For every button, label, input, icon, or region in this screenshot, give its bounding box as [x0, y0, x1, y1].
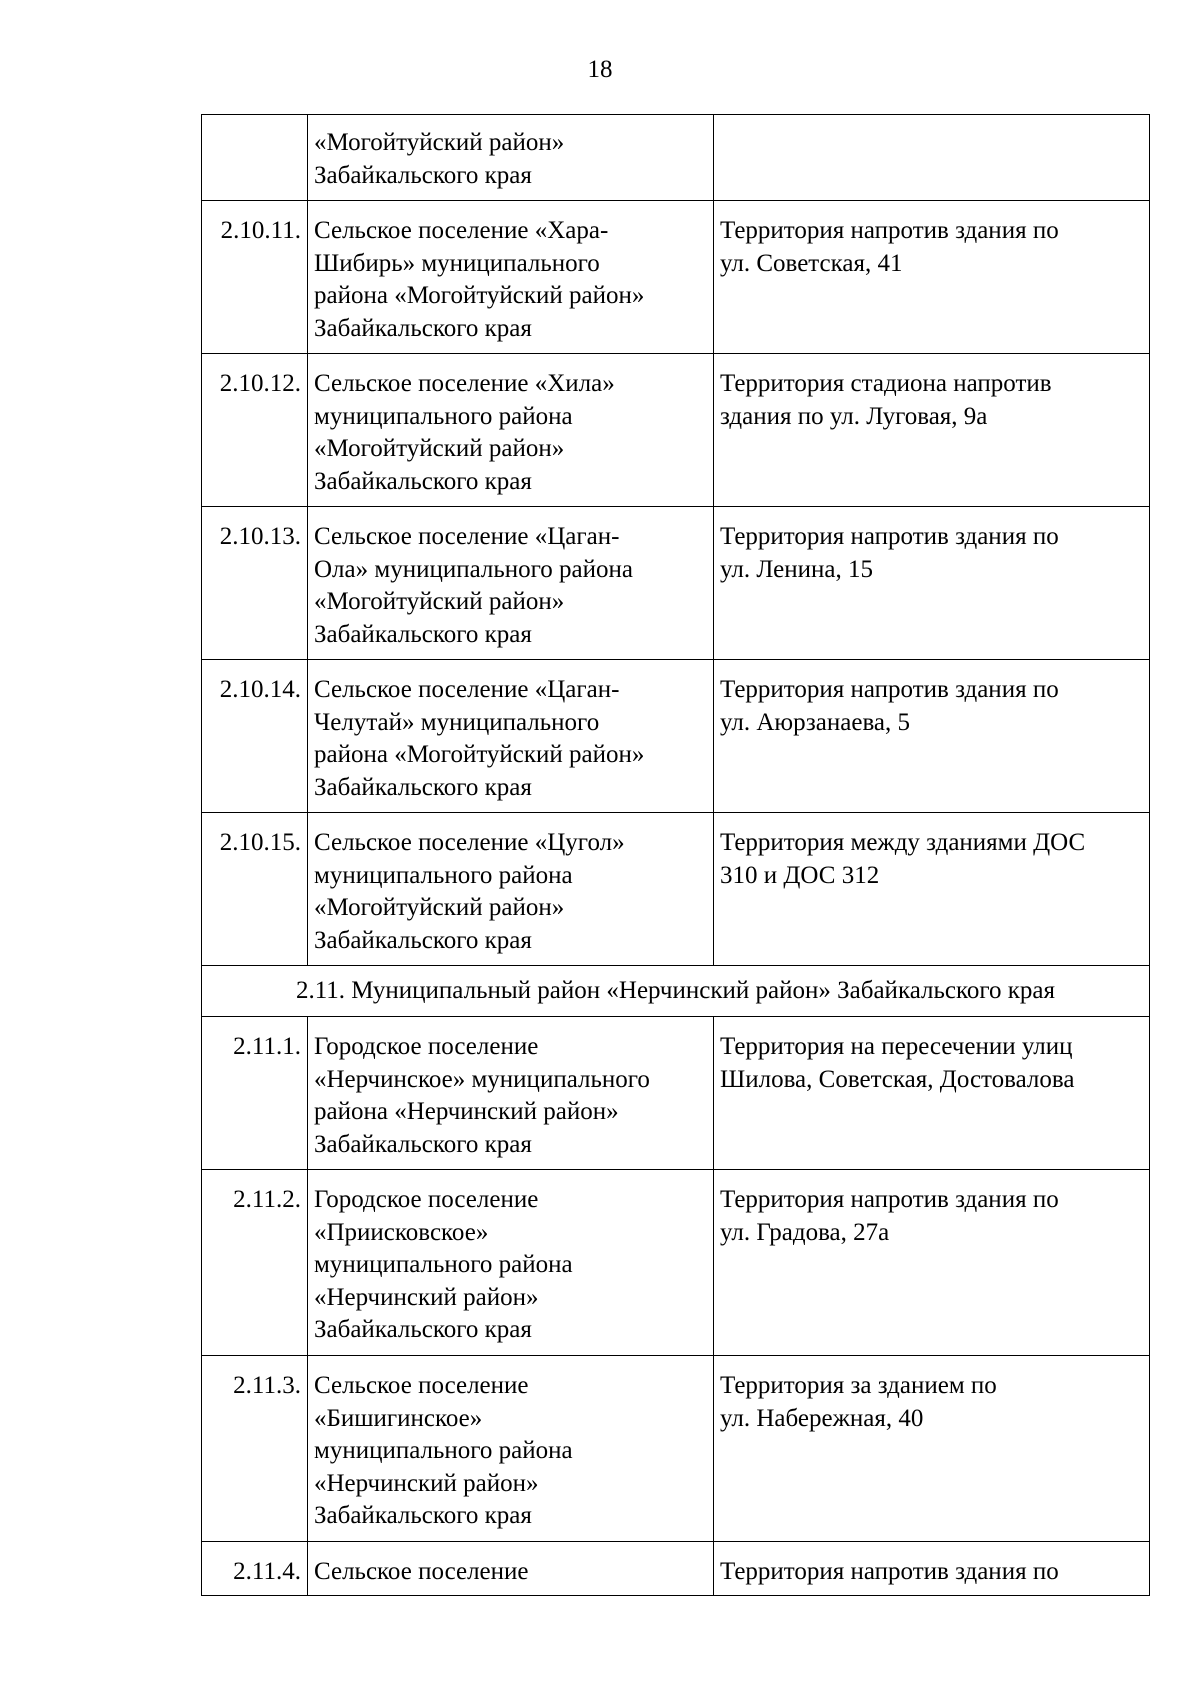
- location-line: ул. Набережная, 40: [720, 1404, 924, 1432]
- settlement-name-line: Сельское поселение «Цаган-: [314, 523, 620, 550]
- location-cell: [714, 354, 1150, 507]
- settlement-name-line: района «Могойтуйский район»: [314, 282, 645, 309]
- page-number: 18: [587, 56, 613, 83]
- settlement-name-cell: [308, 1356, 714, 1542]
- settlement-name-cell: [308, 354, 714, 507]
- settlements-table: [201, 114, 1150, 1596]
- table-row: [202, 115, 1150, 201]
- location-line: Территория между зданиями ДОС: [720, 829, 1086, 856]
- location-line: Территория стадиона напротив: [720, 370, 1052, 397]
- settlement-name-line: «Могойтуйский район»: [314, 588, 565, 615]
- settlement-name-line: Городское поселение: [314, 1186, 539, 1213]
- settlement-name-line: Сельское поселение «Цаган-: [314, 676, 620, 703]
- location-cell: [714, 115, 1150, 201]
- settlement-name-line: Шибирь» муниципального: [314, 249, 600, 277]
- location-line: ул. Советская, 41: [720, 249, 903, 277]
- location-cell: [714, 507, 1150, 660]
- settlement-name-cell: [308, 507, 714, 660]
- location-line: Территория на пересечении улиц: [720, 1033, 1073, 1060]
- location-cell: [714, 1017, 1150, 1170]
- table-row: [202, 354, 1150, 507]
- settlement-name-line: муниципального района: [314, 402, 573, 430]
- settlement-name-line: «Могойтуйский район»: [314, 129, 565, 156]
- settlement-name-line: Сельское поселение: [314, 1558, 529, 1585]
- row-number-cell: 2.10.14.: [202, 660, 308, 813]
- settlement-name-line: «Нерчинский район»: [314, 1469, 539, 1497]
- row-number-cell: [202, 115, 308, 201]
- settlement-name-line: муниципального района: [314, 1437, 573, 1464]
- settlement-name-line: «Могойтуйский район»: [314, 894, 565, 921]
- row-number-cell: 2.10.11.: [202, 201, 308, 354]
- row-number-cell: 2.10.12.: [202, 354, 308, 507]
- settlement-name-line: Сельское поселение «Цугол»: [314, 829, 625, 856]
- location-line: Территория напротив здания по: [720, 217, 1059, 244]
- location-cell: [714, 1356, 1150, 1542]
- settlement-name-line: Городское поселение: [314, 1033, 539, 1060]
- settlement-name-line: «Могойтуйский район»: [314, 435, 565, 462]
- section-header-row: [202, 966, 1150, 1017]
- settlement-name-line: Сельское поселение: [314, 1372, 529, 1399]
- location-cell: [714, 201, 1150, 354]
- location-line: здания по ул. Луговая, 9а: [720, 402, 988, 430]
- table-row: [202, 660, 1150, 813]
- location-line: Шилова, Советская, Достовалова: [720, 1065, 1075, 1093]
- settlement-name-line: Забайкальского края: [314, 1316, 532, 1343]
- settlement-name-line: Забайкальского края: [314, 467, 532, 495]
- table-row: [202, 201, 1150, 354]
- location-line: Территория напротив здания по: [720, 1186, 1059, 1213]
- row-number-cell: 2.10.13.: [202, 507, 308, 660]
- settlement-name-line: «Нерчинское» муниципального: [314, 1065, 650, 1093]
- table-row: [202, 1356, 1150, 1542]
- settlement-name-line: Забайкальского края: [314, 620, 532, 648]
- settlement-name-line: Ола» муниципального района: [314, 555, 633, 583]
- settlement-name-line: Челутай» муниципального: [314, 708, 600, 736]
- location-line: ул. Аюрзанаева, 5: [720, 708, 911, 736]
- location-cell: [714, 813, 1150, 966]
- location-line: Территория напротив здания по: [720, 523, 1059, 550]
- location-cell: [714, 1170, 1150, 1356]
- settlement-name-line: «Нерчинский район»: [314, 1283, 539, 1311]
- settlement-name-cell: [308, 1170, 714, 1356]
- section-heading: 2.11. Муниципальный район «Нерчинский район» Забайкальского края: [202, 966, 1150, 1017]
- settlement-name-line: Забайкальского края: [314, 926, 532, 954]
- location-line: 310 и ДОС 312: [720, 861, 880, 889]
- settlement-name-line: Сельское поселение «Хара-: [314, 217, 609, 244]
- settlement-name-line: Забайкальского края: [314, 314, 532, 342]
- settlement-name-line: Забайкальского края: [314, 1130, 532, 1158]
- row-number-cell: 2.11.4.: [202, 1542, 308, 1596]
- row-number-cell: 2.11.1.: [202, 1017, 308, 1170]
- settlement-name-line: муниципального района: [314, 861, 573, 889]
- settlement-name-line: района «Нерчинский район»: [314, 1098, 619, 1125]
- settlement-name-cell: [308, 660, 714, 813]
- table-row: [202, 507, 1150, 660]
- table-row: [202, 1170, 1150, 1356]
- table-row: [202, 1542, 1150, 1596]
- location-line: ул. Градова, 27а: [720, 1218, 890, 1246]
- settlement-name-line: Сельское поселение «Хила»: [314, 370, 615, 397]
- table-row: [202, 1017, 1150, 1170]
- row-number-cell: 2.10.15.: [202, 813, 308, 966]
- settlement-name-line: муниципального района: [314, 1251, 573, 1278]
- settlement-name-cell: [308, 1542, 714, 1596]
- settlement-name-line: района «Могойтуйский район»: [314, 741, 645, 768]
- location-line: Территория за зданием по: [720, 1372, 997, 1399]
- location-line: ул. Ленина, 15: [720, 555, 873, 583]
- settlement-name-line: «Приисковское»: [314, 1218, 489, 1246]
- location-line: Территория напротив здания по: [720, 676, 1059, 703]
- settlement-name-cell: [308, 1017, 714, 1170]
- table-row: [202, 813, 1150, 966]
- settlement-name-line: Забайкальского края: [314, 1502, 532, 1529]
- location-cell: [714, 660, 1150, 813]
- settlement-name-line: Забайкальского края: [314, 773, 532, 801]
- settlement-name-line: «Бишигинское»: [314, 1404, 483, 1432]
- settlement-name-cell: [308, 115, 714, 201]
- settlement-name-cell: [308, 813, 714, 966]
- settlement-name-cell: [308, 201, 714, 354]
- settlement-name-line: Забайкальского края: [314, 161, 532, 189]
- row-number-cell: 2.11.2.: [202, 1170, 308, 1356]
- row-number-cell: 2.11.3.: [202, 1356, 308, 1542]
- location-cell: [714, 1542, 1150, 1596]
- location-line: Территория напротив здания по: [720, 1558, 1059, 1585]
